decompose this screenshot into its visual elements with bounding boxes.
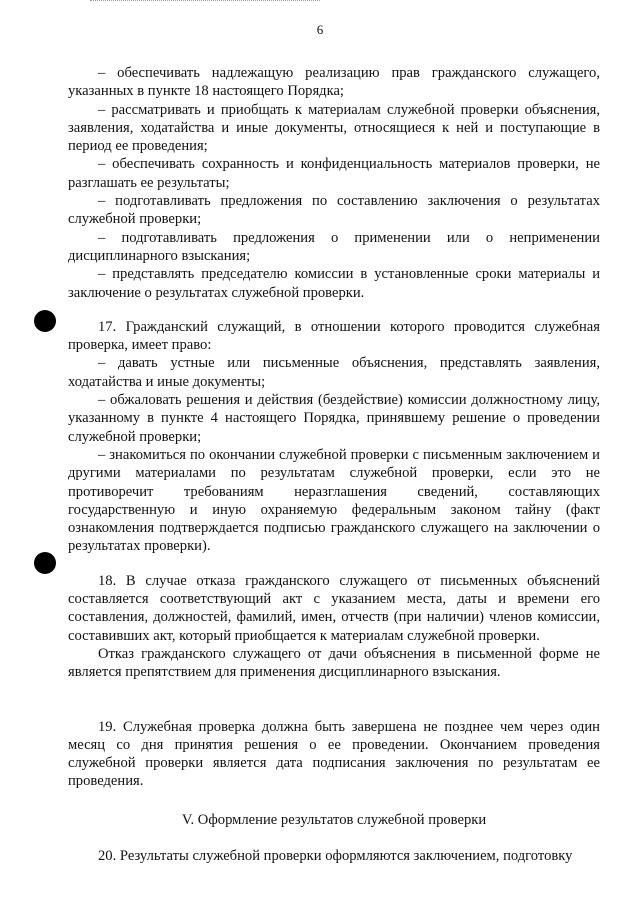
page-number: 6: [316, 22, 324, 37]
paragraph-right-familiarize: – знакомиться по окончании служебной проверки с письменным заключением и другими материалами по результатам служебной проверки, если это не противоречит требованиям неразглашения сведений, составляющих государственную и иную охраняемую федеральным законом тайну (факт ознакомления подтверждается подписью гражданского служащего на заключении о результатах проверки).: [68, 446, 600, 555]
paragraph-duty-materials: – рассматривать и приобщать к материалам служебной проверки объяснения, заявления, ходатайства и иные документы, относящиеся к ней и поступающие в период ее проведения;: [68, 101, 600, 155]
paragraph-duty-confidentiality: – обеспечивать сохранность и конфиденциальность материалов проверки, не разглашать ее результаты;: [68, 156, 600, 191]
punch-hole-upper: [34, 310, 56, 332]
paragraph-right-appeal: – обжаловать решения и действия (бездействие) комиссии должностному лицу, указанному в пункте 4 настоящего Порядка, принявшему решение о проведении служебной проверки;: [68, 392, 600, 445]
section-heading: V. Оформление результатов служебной проверки: [181, 811, 487, 828]
paragraph-20: 20. Результаты служебной проверки оформляются заключением, подготовку: [98, 847, 573, 864]
paragraph-18-refusal: Отказ гражданского служащего от дачи объяснения в письменной форме не является препятствием для применения дисциплинарного взыскания.: [68, 645, 600, 681]
paragraph-18: 18. В случае отказа гражданского служащего от письменных объяснений составляется соответствующий акт с указанием места, даты и времени его составления, должностей, фамилий, имен, отчеств (при наличии) членов комиссии, составивших акт, который приобщается к материалам служебной проверки.: [68, 572, 600, 644]
paragraph-19: 19. Служебная проверка должна быть завершена не позднее чем через один месяц со дня принятия решения о ее проведении. Окончанием проведения служебной проверки является дата подписания заключения по результатам ее проведения.: [68, 718, 600, 790]
paragraph-duty-penalty: – подготавливать предложения о применении или о неприменении дисциплинарного взыскания;: [68, 229, 600, 264]
paragraph-duty-submit: – представлять председателю комиссии в установленные сроки материалы и заключение о результатах служебной проверки.: [68, 266, 600, 301]
paragraph-right-explanations: – давать устные или письменные объяснения, представлять заявления, ходатайства и иные документы;: [68, 355, 600, 390]
punch-hole-lower: [34, 552, 56, 574]
scan-artifact-top: [90, 0, 320, 7]
paragraph-duty-rights: – обеспечивать надлежащую реализацию прав гражданского служащего, указанных в пункте 18 настоящего Порядка;: [68, 65, 600, 100]
document-body: [68, 64, 600, 865]
paragraph-duty-conclusion: – подготавливать предложения по составлению заключения о результатах служебной проверки;: [68, 193, 600, 228]
paragraph-17: 17. Гражданский служащий, в отношении которого проводится служебная проверка, имеет право:: [68, 318, 600, 354]
